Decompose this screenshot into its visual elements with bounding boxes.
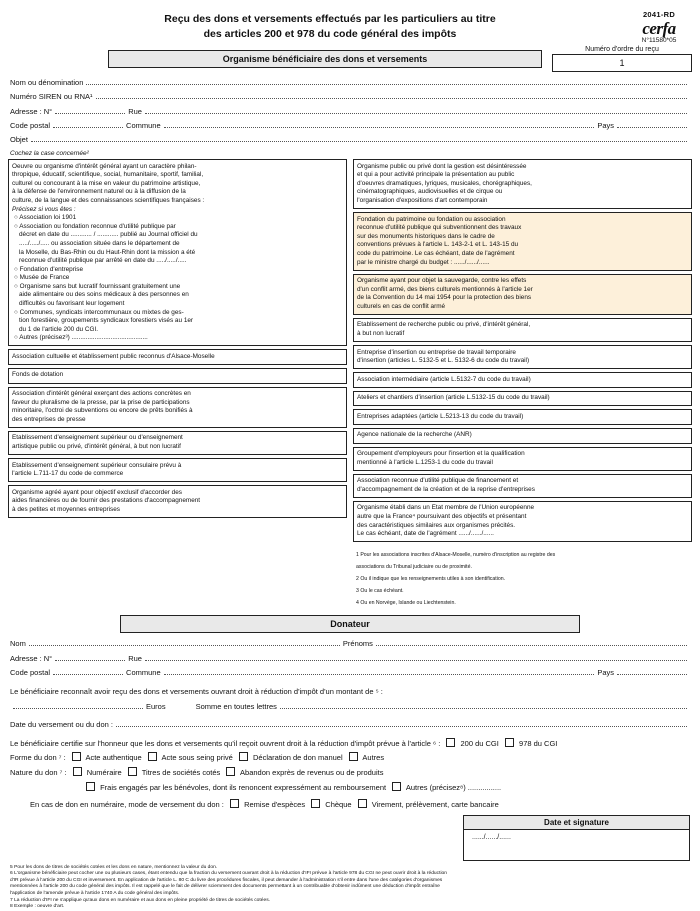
- checkbox-nature-autres[interactable]: [392, 782, 401, 791]
- field-codepostal: [10, 119, 690, 133]
- forme-option-label: Acte sous seing privé: [161, 753, 233, 763]
- category-option[interactable]: ○ Musée de France: [14, 274, 70, 282]
- field-objet-label: Objet: [10, 135, 28, 144]
- field-nom-input[interactable]: [86, 76, 687, 85]
- forme-label: Forme du don ⁷ :: [10, 753, 66, 763]
- field-siren-label: Numéro SIREN ou RNA¹: [10, 92, 93, 102]
- box-line: d'un conflit armé, des biens culturels mentionnés à l'article 1er: [357, 285, 533, 293]
- category-option[interactable]: ○ Association ou fondation reconnue d'utilité publique par: [14, 222, 176, 230]
- title-line-1: Reçu des dons et versements effectués par les particuliers au titre: [164, 13, 496, 25]
- field-pays-label: Pays: [597, 120, 614, 130]
- field-objet: [10, 133, 690, 147]
- box-line: minoritaire, l'octroi de subventions ou encore de prêts bonifiés à: [12, 407, 193, 415]
- box-line: Organisme public ou privé dont la gestion est désintéressée: [357, 162, 527, 170]
- box-line: à des petites et moyennes entreprises: [12, 505, 120, 513]
- category-columns: [0, 159, 700, 612]
- box-line: Association intermédiaire (article L.5132-7 du code du travail): [357, 375, 531, 383]
- box-line: Etablissement d'enseignement supérieur consulaire prévu à: [12, 461, 182, 469]
- box-line: aides financières ou de fournir des prestations d'accompagnement: [12, 497, 201, 505]
- footnote-line: 8 Exemple : oeuvre d'art.: [10, 904, 65, 910]
- category-box[interactable]: [8, 349, 347, 365]
- box-line: culturel ou concourant à la mise en valeur du patrimoine artistique,: [12, 179, 201, 187]
- forme-option-label: Autres: [362, 753, 385, 763]
- signature-box[interactable]: [463, 815, 690, 861]
- donor-rue-label: Rue: [128, 653, 142, 663]
- category-box[interactable]: [353, 372, 692, 388]
- box-line: Organisme établi dans un Etat membre de l'Union européenne: [357, 504, 535, 512]
- field-commune-input[interactable]: [164, 119, 595, 128]
- donor-fields: [0, 633, 700, 813]
- cerfa-reference: N°11580*05: [641, 37, 677, 44]
- box-line: des caractéristiques similaires aux organismes précités.: [357, 521, 516, 529]
- box-line: Organisme ayant pour objet la sauvegarde, contre les effets: [357, 277, 527, 285]
- field-nom-label: Nom ou dénomination: [10, 78, 84, 87]
- box-line: d'insertion (articles L. 5132-5 et L. 5132-6 du code du travail): [357, 357, 530, 365]
- donor-codepostal-label: Code postal: [10, 668, 51, 678]
- right-column-footnotes: [353, 545, 692, 607]
- checkbox-article-200[interactable]: [446, 738, 455, 747]
- receipt-number-group: [552, 46, 692, 72]
- field-rue-input[interactable]: [145, 105, 687, 114]
- category-option[interactable]: ○ Fondation d'entreprise: [14, 265, 84, 273]
- box-line: Agence nationale de la recherche (ANR): [357, 431, 472, 439]
- field-adresse-num-input[interactable]: [55, 105, 125, 114]
- checkbox-nature-frais-benevoles[interactable]: [86, 782, 95, 791]
- field-pays-input[interactable]: [617, 119, 687, 128]
- donor-euros-label: Euros: [146, 701, 166, 711]
- box-line: Etablissement de recherche public ou privé, d'intérêt général,: [357, 321, 531, 329]
- box-line: l'organisation d'expositions d'art contemporain: [357, 197, 488, 205]
- box-line: d'accompagnement de la création et de la reprise d'entreprises: [357, 485, 535, 493]
- nature-label: Nature du don ⁷ :: [10, 768, 67, 778]
- field-siren: [10, 90, 690, 104]
- category-box[interactable]: [353, 212, 692, 270]
- category-box[interactable]: [8, 431, 347, 455]
- page-title: [8, 8, 626, 42]
- box-line: Le cas échéant, date de l'agrément ....../....../......: [357, 530, 494, 538]
- mode-option-label: Virement, prélèvement, carte bancaire: [371, 800, 499, 810]
- checkbox-mode-cheque[interactable]: [311, 799, 320, 808]
- box-line: Etablissement d'enseignement supérieur ou d'enseignement: [12, 434, 183, 442]
- category-option-cont: la Moselle, du Bas-Rhin ou du Haut-Rhin dont la mission a été: [19, 248, 196, 256]
- checkbox-article-978[interactable]: [505, 738, 514, 747]
- box-line: faveur du pluralisme de la presse, par la prise de participations: [12, 398, 190, 406]
- category-option-cont: décret en date du ............ / ............ publié au Journal officiel du: [19, 231, 198, 239]
- article-978-label: 978 du CGI: [519, 738, 558, 748]
- donor-codepostal-input[interactable]: [53, 666, 123, 675]
- footnote-line: l'application de l'amende prévue à l'article 1740 A du code général des impôts.: [10, 890, 180, 896]
- cerfa-logo: cerfa: [642, 19, 676, 38]
- receipt-number-label: Numéro d'ordre du reçu: [585, 46, 659, 53]
- box-line: à but non lucratif: [357, 330, 405, 337]
- footnote-line: associations du Tribunal judiciaire ou de proximité.: [356, 564, 472, 571]
- donor-date-label: Date du versement ou du don :: [10, 720, 113, 730]
- mode-option-label: Chèque: [325, 800, 352, 810]
- form-header: [0, 0, 700, 44]
- category-option-cont: reconnue d'utilité publique par arrêté en date du ...../...../.....: [19, 257, 187, 265]
- donor-nature-row: [10, 766, 690, 781]
- field-rue-label: Rue: [128, 106, 142, 116]
- box-line: Oeuvre ou organisme d'intérêt général ayant un caractère philan-: [12, 162, 197, 170]
- category-box[interactable]: [8, 368, 347, 384]
- donor-amount-statement: [10, 685, 690, 700]
- field-siren-input[interactable]: [96, 90, 687, 99]
- donor-adresse-label: Adresse : N°: [10, 653, 53, 663]
- cerfa-stamp: [626, 8, 692, 44]
- category-box[interactable]: [353, 501, 692, 542]
- donor-numeraire-row: [10, 798, 690, 813]
- donor-somme-input[interactable]: [280, 700, 687, 709]
- box-line: sur des monuments historiques dans le cadre de: [357, 232, 495, 240]
- donor-rue-input[interactable]: [145, 652, 687, 661]
- donor-nature-row-2: [10, 781, 690, 796]
- box-line: conventions prévues à l'article L. 143-2-1 et L. 143-15 du: [357, 241, 519, 249]
- donor-pays-label: Pays: [597, 668, 614, 678]
- donor-nom-label: Nom: [10, 639, 26, 649]
- donor-prenoms-label: Prénoms: [342, 639, 373, 649]
- box-line: Association reconnue d'utilité publique de financement et: [357, 477, 519, 485]
- footnote-line: 2 Ou il indique que les renseignements utiles à son identification.: [356, 576, 506, 583]
- donor-field-adresse: [10, 652, 690, 667]
- category-box[interactable]: [8, 458, 347, 482]
- donor-amount-row: [10, 700, 690, 715]
- box-line: mentionné à l'article L.1253-1 du code du travail: [357, 458, 493, 466]
- checkbox-nature-titres[interactable]: [128, 767, 137, 776]
- box-line: de la Convention du 14 mai 1954 pour la protection des biens: [357, 294, 532, 302]
- category-box[interactable]: [8, 485, 347, 518]
- checkbox-nature-numeraire[interactable]: [73, 767, 82, 776]
- nature-option-label: Titres de sociétés cotés: [141, 768, 221, 778]
- footnote-line: 5 Pour les dons de titres de sociétés cotées et les dons en nature, mentionnez la valeur du don.: [10, 864, 218, 870]
- field-objet-input[interactable]: [31, 133, 687, 142]
- category-option-cont: du 1 de l'article 200 du CGI.: [19, 325, 99, 333]
- footnote-line: mentionnées à l'article 200 du code général des impôts. Il est rappelé que le fait de délivrer sciemment des documents permettant à un contribuable d'obtenir indûment une déduction d'impôt entraîne: [10, 884, 440, 890]
- box-line: artistique public ou privé, d'intérêt général, à but non lucratif: [12, 442, 181, 450]
- box-line: Entreprises adaptées (article L.5213-13 du code du travail): [357, 412, 524, 420]
- field-adresse-label: Adresse : N°: [10, 106, 53, 116]
- box-line: cinématographiques, audiovisuelles et de cirque ou: [357, 188, 503, 196]
- footnote-line: 6 L'organisme bénéficiaire peut cocher une ou plusieurs cases, étant entendu que la fraction du versement ouvrant droit à la réduction d'IFI prévue à l'article 978 du CGI ne peut ouvrir droit à la réduction: [10, 871, 447, 877]
- footnote-line: 4 Ou en Norvège, Islande ou Liechtenstein.: [356, 600, 456, 607]
- field-nom: [10, 76, 690, 90]
- donor-section-title: Donateur: [120, 615, 580, 633]
- nature-option-label: Frais engagés par les bénévoles, dont ils renoncent expressément au remboursement: [100, 782, 387, 792]
- category-option-cont: tion forestière, groupements syndicaux forestiers visés au 1er: [19, 317, 194, 325]
- box-line: d'oeuvres dramatiques, lyriques, musicales, chorégraphiques,: [357, 179, 532, 187]
- article-200-label: 200 du CGI: [460, 738, 499, 748]
- category-box[interactable]: [353, 274, 692, 315]
- category-box[interactable]: [353, 345, 692, 369]
- signature-area: [0, 813, 700, 861]
- category-option-cont: aide alimentaire ou des soins médicaux à des personnes en: [19, 291, 189, 299]
- box-line: Association cultuelle et établissement public reconnus d'Alsace-Moselle: [12, 352, 215, 360]
- box-line: et qui a pour activité principale la présentation au public: [357, 171, 515, 179]
- checkbox-forme-don-manuel[interactable]: [239, 752, 248, 761]
- donor-forme-row: [10, 751, 690, 766]
- numeraire-label: En cas de don en numéraire, mode de versement du don :: [30, 800, 224, 810]
- donor-certifie-text: Le bénéficiaire certifie sur l'honneur que les dons et versements qu'il reçoit ouvrent droit à la réduction d'impôt prévue à l'article ⁶ :: [10, 738, 441, 748]
- box-line: culture, de la langue et des connaissances scientifiques françaises :: [12, 197, 205, 205]
- box-line: Association d'intérêt général exerçant des actions concrètes en: [12, 390, 191, 398]
- category-column-left: [8, 159, 347, 612]
- mode-option-label: Remise d'espèces: [244, 800, 306, 810]
- footnote-line: 7 La réduction d'IFI ne s'applique qu'aux dons en numéraire et aux dons en pleine propriété de titres de sociétés cotées.: [10, 897, 270, 903]
- signature-title: Date et signature: [464, 816, 689, 830]
- page-footnotes: [0, 861, 700, 911]
- category-option[interactable]: ○ Organisme sans but lucratif fournissant gratuitement une: [14, 282, 181, 290]
- nature-option-label: Numéraire: [86, 768, 122, 778]
- category-option[interactable]: ○ Association loi 1901: [14, 214, 77, 222]
- field-commune-label: Commune: [126, 120, 161, 130]
- checkbox-nature-abandon-revenus[interactable]: [226, 767, 235, 776]
- donor-amount-input[interactable]: [13, 700, 143, 709]
- checkbox-mode-virement[interactable]: [358, 799, 367, 808]
- box-line: l'article L.711-17 du code de commerce: [12, 470, 124, 478]
- field-codepostal-label: Code postal: [10, 120, 51, 130]
- donor-date-row: [10, 718, 690, 733]
- donor-prenoms-input[interactable]: [376, 637, 687, 646]
- field-adresse: [10, 105, 690, 119]
- box-line: Groupement d'employeurs pour l'insertion et la qualification: [357, 450, 525, 458]
- receipt-number-input[interactable]: 1: [552, 54, 692, 72]
- forme-option-label: Acte authentique: [85, 753, 142, 763]
- category-box[interactable]: [353, 318, 692, 342]
- nature-option-label: Autres (précisez⁸) ................: [405, 782, 502, 792]
- signature-date-input[interactable]: ....../....../......: [472, 833, 511, 841]
- box-line: Entreprise d'insertion ou entreprise de travail temporaire: [357, 348, 516, 356]
- category-box[interactable]: [353, 428, 692, 444]
- category-option-cont: ...../...../..... ou association située dans le département de: [19, 239, 180, 247]
- box-line: Organisme agréé ayant pour objectif exclusif d'accorder des: [12, 488, 182, 496]
- beneficiary-identity-fields: [0, 72, 700, 147]
- nature-option-label: Abandon exprès de revenus ou de produits: [240, 768, 384, 778]
- precisez-label: Précisez si vous êtes :: [12, 205, 76, 213]
- donor-ack-text: Le bénéficiaire reconnaît avoir reçu des dons et versements ouvrant droit à réduction d'impôt d'un montant de ⁵ :: [10, 686, 383, 696]
- box-line: des entreprises de presse: [12, 415, 86, 423]
- box-line: Fondation du patrimoine ou fondation ou association: [357, 215, 506, 223]
- box-line: Ateliers et chantiers d'insertion (article L.5132-15 du code du travail): [357, 394, 550, 402]
- forme-option-label: Déclaration de don manuel: [252, 753, 343, 763]
- field-codepostal-input[interactable]: [53, 119, 123, 128]
- category-box[interactable]: [8, 159, 347, 346]
- beneficiary-band-row: [0, 44, 700, 72]
- box-line: culturels en cas de conflit armé: [357, 302, 446, 310]
- donor-commune-input[interactable]: [164, 666, 595, 675]
- category-box[interactable]: [8, 387, 347, 428]
- footnote-line: d'IR prévue à l'article 200 du CGI et inversement. En application de l'article L. 80 C du livre des procédures fiscales, il peut demander à l'administration s'il entre dans l'une des catégories d'organismes: [10, 877, 443, 883]
- category-box[interactable]: [353, 409, 692, 425]
- box-line: thropique, éducatif, scientifique, social, humanitaire, sportif, familial,: [12, 171, 204, 179]
- checkbox-forme-autres[interactable]: [349, 752, 358, 761]
- donor-field-codepostal: [10, 666, 690, 681]
- category-box[interactable]: [353, 474, 692, 498]
- box-line: par le ministre chargé du budget : ....../....../......: [357, 258, 490, 266]
- donor-certification-row: [10, 737, 690, 752]
- donor-field-nom: [10, 637, 690, 652]
- checkbox-forme-acte-sous-seing-prive[interactable]: [148, 752, 157, 761]
- box-line: Fonds de dotation: [12, 371, 64, 379]
- checkbox-forme-acte-authentique[interactable]: [72, 752, 81, 761]
- cerfa-form-number: 2041-RD: [642, 10, 676, 19]
- donor-somme-label: Somme en toutes lettres: [195, 701, 277, 711]
- cochez-instruction: Cochez la case concernée²: [10, 150, 89, 158]
- category-option-cont: difficultés ou favorisant leur logement: [19, 300, 125, 307]
- footnote-line: 3 Ou le cas échéant.: [356, 588, 404, 595]
- category-option[interactable]: ○ Communes, syndicats intercommunaux ou mixtes de ges-: [14, 308, 184, 316]
- title-line-2: des articles 200 et 978 du code général des impôts: [203, 28, 457, 41]
- category-box[interactable]: [353, 159, 692, 209]
- donor-nom-input[interactable]: [29, 637, 340, 646]
- box-line: code du patrimoine. Le cas échéant, date de l'agrément: [357, 249, 515, 257]
- donor-adresse-num-input[interactable]: [55, 652, 125, 661]
- donor-pays-input[interactable]: [617, 666, 687, 675]
- donor-date-input[interactable]: [116, 718, 687, 727]
- box-line: autre que la France⁴ poursuivant des objectifs et présentant: [357, 512, 527, 520]
- beneficiary-section-title: Organisme bénéficiaire des dons et versements: [108, 50, 542, 68]
- footnote-line: 1 Pour les associations inscrites d'Alsace-Moselle, numéro d'inscription au registre des: [356, 552, 556, 559]
- donor-commune-label: Commune: [126, 668, 161, 678]
- box-line: à la défense de l'environnement naturel ou à la diffusion de la: [12, 188, 186, 196]
- category-column-right: [353, 159, 692, 612]
- category-box[interactable]: [353, 391, 692, 407]
- checkbox-mode-especes[interactable]: [230, 799, 239, 808]
- category-option[interactable]: ○ Autres (précisez³) ...........................................: [14, 334, 148, 342]
- box-line: reconnue d'utilité publique qui subventionnent des travaux: [357, 224, 522, 232]
- category-box[interactable]: [353, 447, 692, 471]
